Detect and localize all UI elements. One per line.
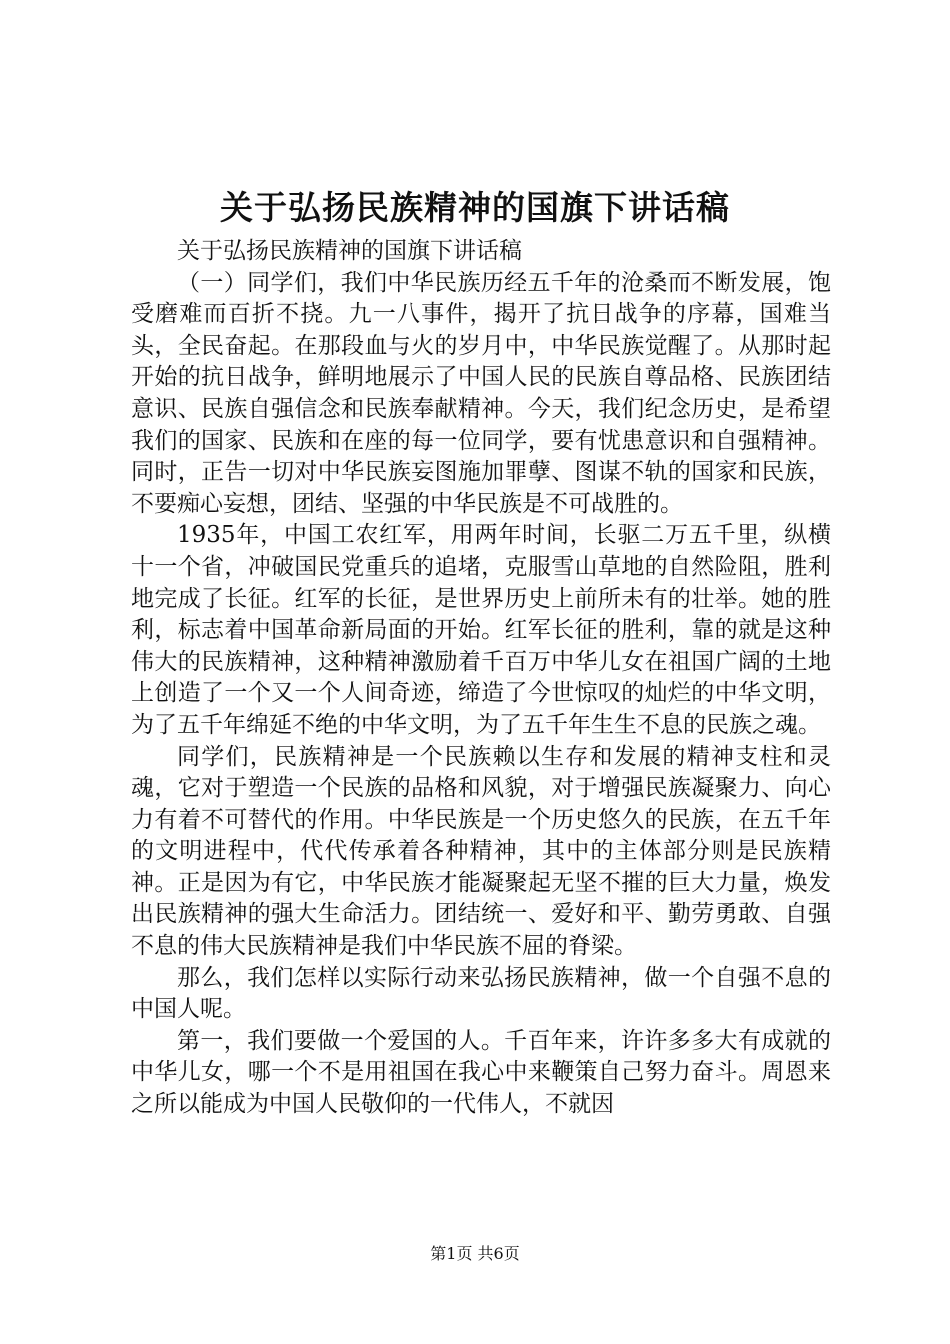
document-body — [131, 236, 831, 1121]
paragraph: 第一，我们要做一个爱国的人。千百年来，许许多多大有成就的中华儿女，哪一个不是用祖国在我心中来鞭策自己努力奋斗。周恩来之所以能成为中国人民敬仰的一代伟人，不就因 — [131, 1027, 831, 1118]
paragraph: 同学们，民族精神是一个民族赖以生存和发展的精神支柱和灵魂，它对于塑造一个民族的品格和风貌，对于增强民族凝聚力、向心力有着不可替代的作用。中华民族是一个历史悠久的民族，在五千年的文明进程中，代代传承着各种精神，其中的主体部分则是民族精神。正是因为有它，中华民族才能凝聚起无坚不摧的巨大力量，焕发出民族精神的强大生命活力。团结统一、爱好和平、勤劳勇敢、自强不息的伟大民族精神是我们中华民族不屈的脊梁。 — [131, 743, 831, 960]
paragraph: 那么，我们怎样以实际行动来弘扬民族精神，做一个自强不息的中国人呢。 — [131, 964, 831, 1023]
document-title: 关于弘扬民族精神的国旗下讲话稿 — [220, 188, 730, 227]
paragraph: （一）同学们，我们中华民族历经五千年的沧桑而不断发展，饱受磨难而百折不挠。九一八事件，揭开了抗日战争的序幕，国难当头，全民奋起。在那段血与火的岁月中，中华民族觉醒了。从那时起开始的抗日战争，鲜明地展示了中国人民的民族自尊品格、民族团结意识、民族自强信念和民族奉献精神。今天，我们纪念历史，是希望我们的国家、民族和在座的每一位同学，要有忧患意识和自强精神。同时，正告一切对中华民族妄图施加罪孽、图谋不轨的国家和民族，不要痴心妄想，团结、坚强的中华民族是不可战胜的。 — [131, 269, 831, 517]
page-number-footer: 第1页 共6页 — [430, 1244, 520, 1263]
paragraph: 1935年，中国工农红军，用两年时间，长驱二万五千里，纵横十一个省，冲破国民党重兵的追堵，克服雪山草地的自然险阻，胜利地完成了长征。红军的长征，是世界历史上前所未有的壮举。她的胜利，标志着中国革命新局面的开始。红军长征的胜利，靠的就是这种伟大的民族精神，这种精神激励着千百万中华儿女在祖国广阔的土地上创造了一个又一个人间奇迹，缔造了今世惊叹的灿烂的中华文明，为了五千年绵延不绝的中华文明，为了五千年生生不息的民族之魂。 — [131, 522, 831, 738]
paragraph-subtitle: 关于弘扬民族精神的国旗下讲话稿 — [177, 238, 522, 264]
